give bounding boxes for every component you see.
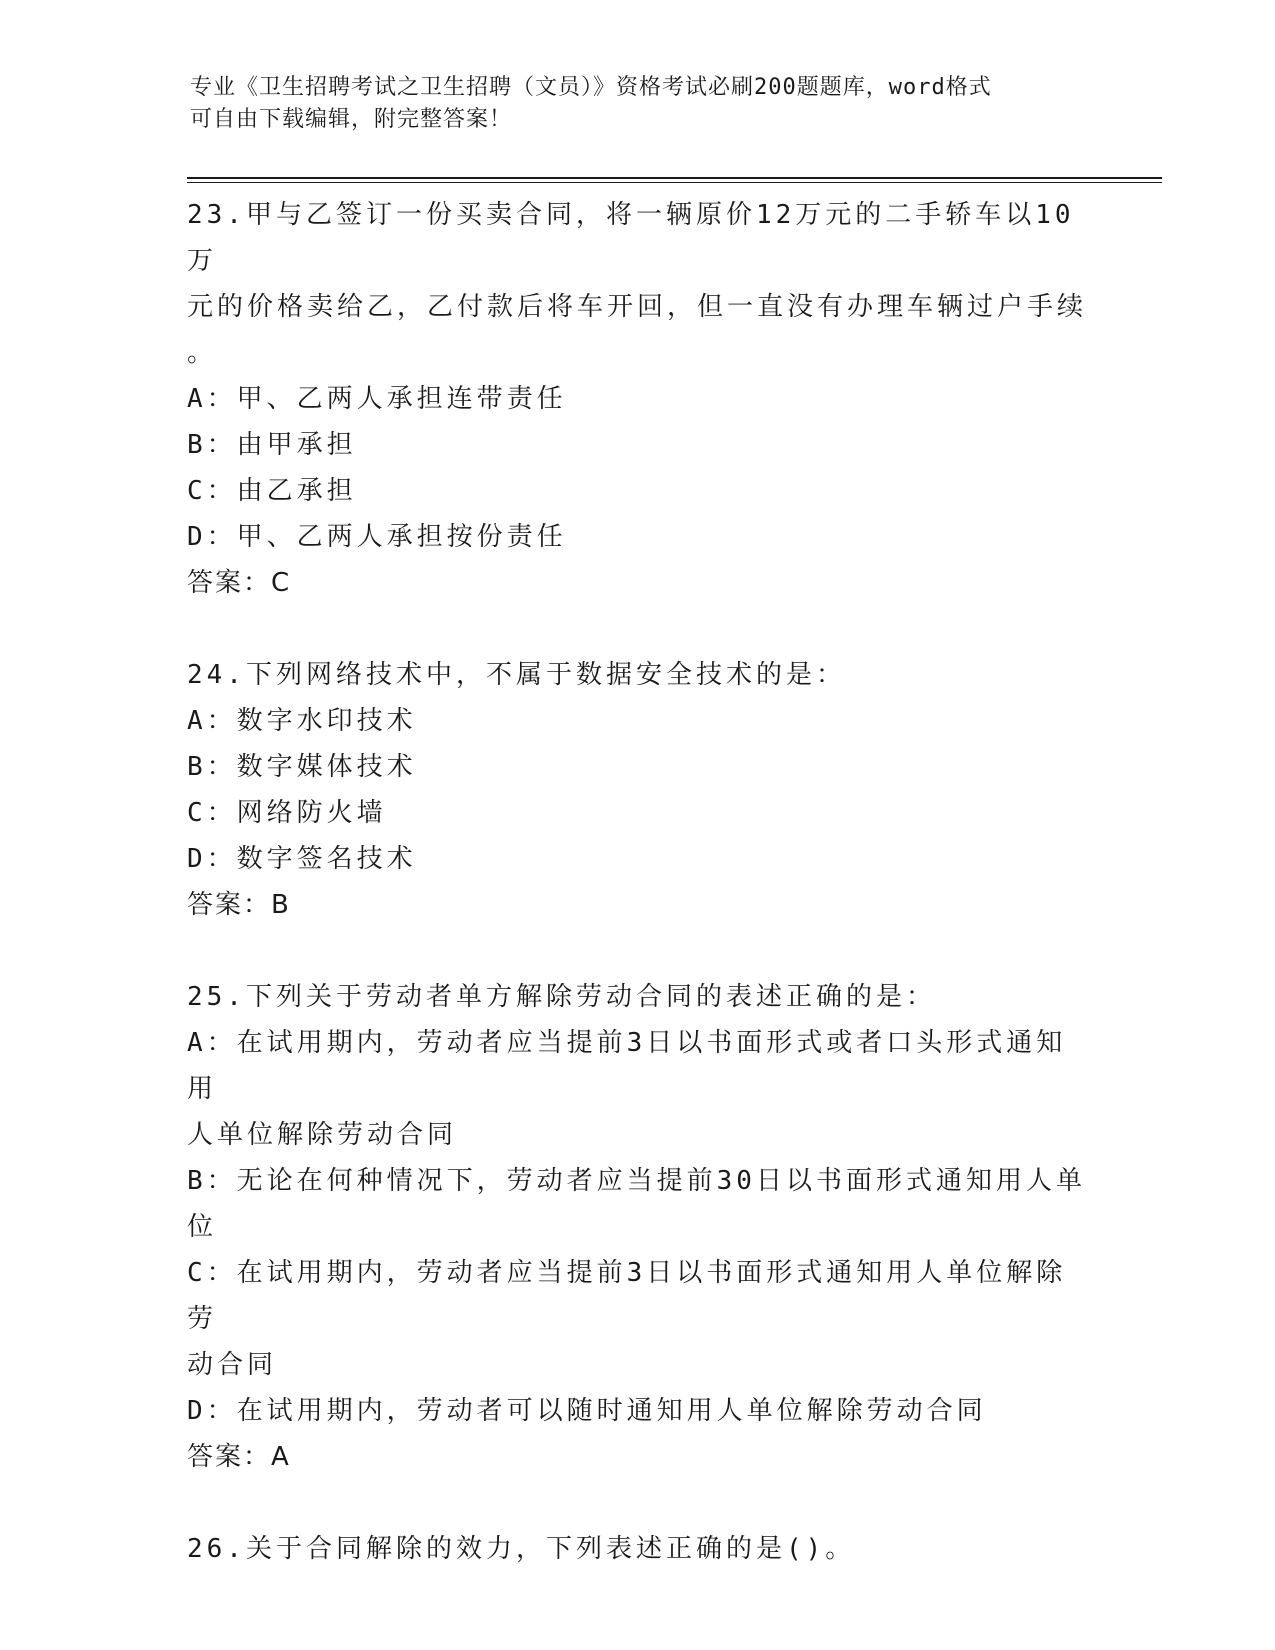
answer-option-line: B：由甲承担	[187, 430, 357, 460]
question-block	[187, 652, 1087, 928]
question-stem-line: 24.下列网络技术中，不属于数据安全技术的是：	[187, 660, 846, 690]
answer-option-line: D：数字签名技术	[187, 844, 417, 874]
answer-option	[187, 744, 1087, 790]
answer-option	[187, 1020, 1087, 1158]
answer-option-line: B：无论在何种情况下，劳动者应当提前30日以书面形式通知用人单	[187, 1166, 1086, 1196]
answer-option-line: A：在试用期内，劳动者应当提前3日以书面形式或者口头形式通知用	[187, 1028, 1067, 1104]
answer-option	[187, 514, 1087, 560]
answer-option-line: A：数字水印技术	[187, 706, 417, 736]
question-stem-line: 23.甲与乙签订一份买卖合同，将一辆原价12万元的二手轿车以10万	[187, 200, 1075, 276]
header-divider-thin	[187, 182, 1162, 183]
question-stem-line: 元的价格卖给乙，乙付款后将车开回，但一直没有办理车辆过户手续	[187, 292, 1088, 322]
answer-option-line: C：在试用期内，劳动者应当提前3日以书面形式通知用人单位解除劳	[187, 1258, 1067, 1334]
answer-option	[187, 1388, 1087, 1434]
question-stem-line: 25.下列关于劳动者单方解除劳动合同的表述正确的是：	[187, 982, 936, 1012]
answer-option-line: B：数字媒体技术	[187, 752, 417, 782]
answer-key: 答案：A	[187, 1442, 291, 1472]
document-header	[190, 72, 1090, 136]
answer-option-line: D：在试用期内，劳动者可以随时通知用人单位解除劳动合同	[187, 1396, 987, 1426]
answer-option-line: 动合同	[187, 1350, 278, 1380]
answer-option-line: C：网络防火墙	[187, 798, 387, 828]
answer-option	[187, 836, 1087, 882]
answer-option	[187, 422, 1087, 468]
header-divider-thick	[187, 177, 1162, 179]
answer-option-line: A：甲、乙两人承担连带责任	[187, 384, 567, 414]
question-list	[187, 192, 1087, 1618]
answer-option-line: C：由乙承担	[187, 476, 357, 506]
question-stem-line: 。	[187, 338, 218, 368]
answer-option	[187, 790, 1087, 836]
header-line-2: 可自由下载编辑，附完整答案！	[190, 107, 513, 132]
answer-option-line: D：甲、乙两人承担按份责任	[187, 522, 567, 552]
question-stem	[187, 192, 1087, 376]
question-stem	[187, 652, 1087, 698]
answer-option	[187, 376, 1087, 422]
answer-key: 答案：C	[187, 568, 292, 598]
question-block	[187, 1526, 1087, 1572]
question-block	[187, 192, 1087, 606]
answer-option-line: 位	[187, 1212, 218, 1242]
question-stem	[187, 1526, 1087, 1572]
question-block	[187, 974, 1087, 1480]
question-stem	[187, 974, 1087, 1020]
header-line-1: 专业《卫生招聘考试之卫生招聘（文员）》资格考试必刷200题题库，word格式	[190, 75, 992, 100]
answer-key: 答案：B	[187, 890, 291, 920]
answer-option	[187, 698, 1087, 744]
answer-option	[187, 468, 1087, 514]
question-stem-line: 26.关于合同解除的效力，下列表述正确的是()。	[187, 1534, 856, 1564]
answer-option	[187, 1158, 1087, 1250]
answer-option	[187, 1250, 1087, 1388]
answer-option-line: 人单位解除劳动合同	[187, 1120, 458, 1150]
